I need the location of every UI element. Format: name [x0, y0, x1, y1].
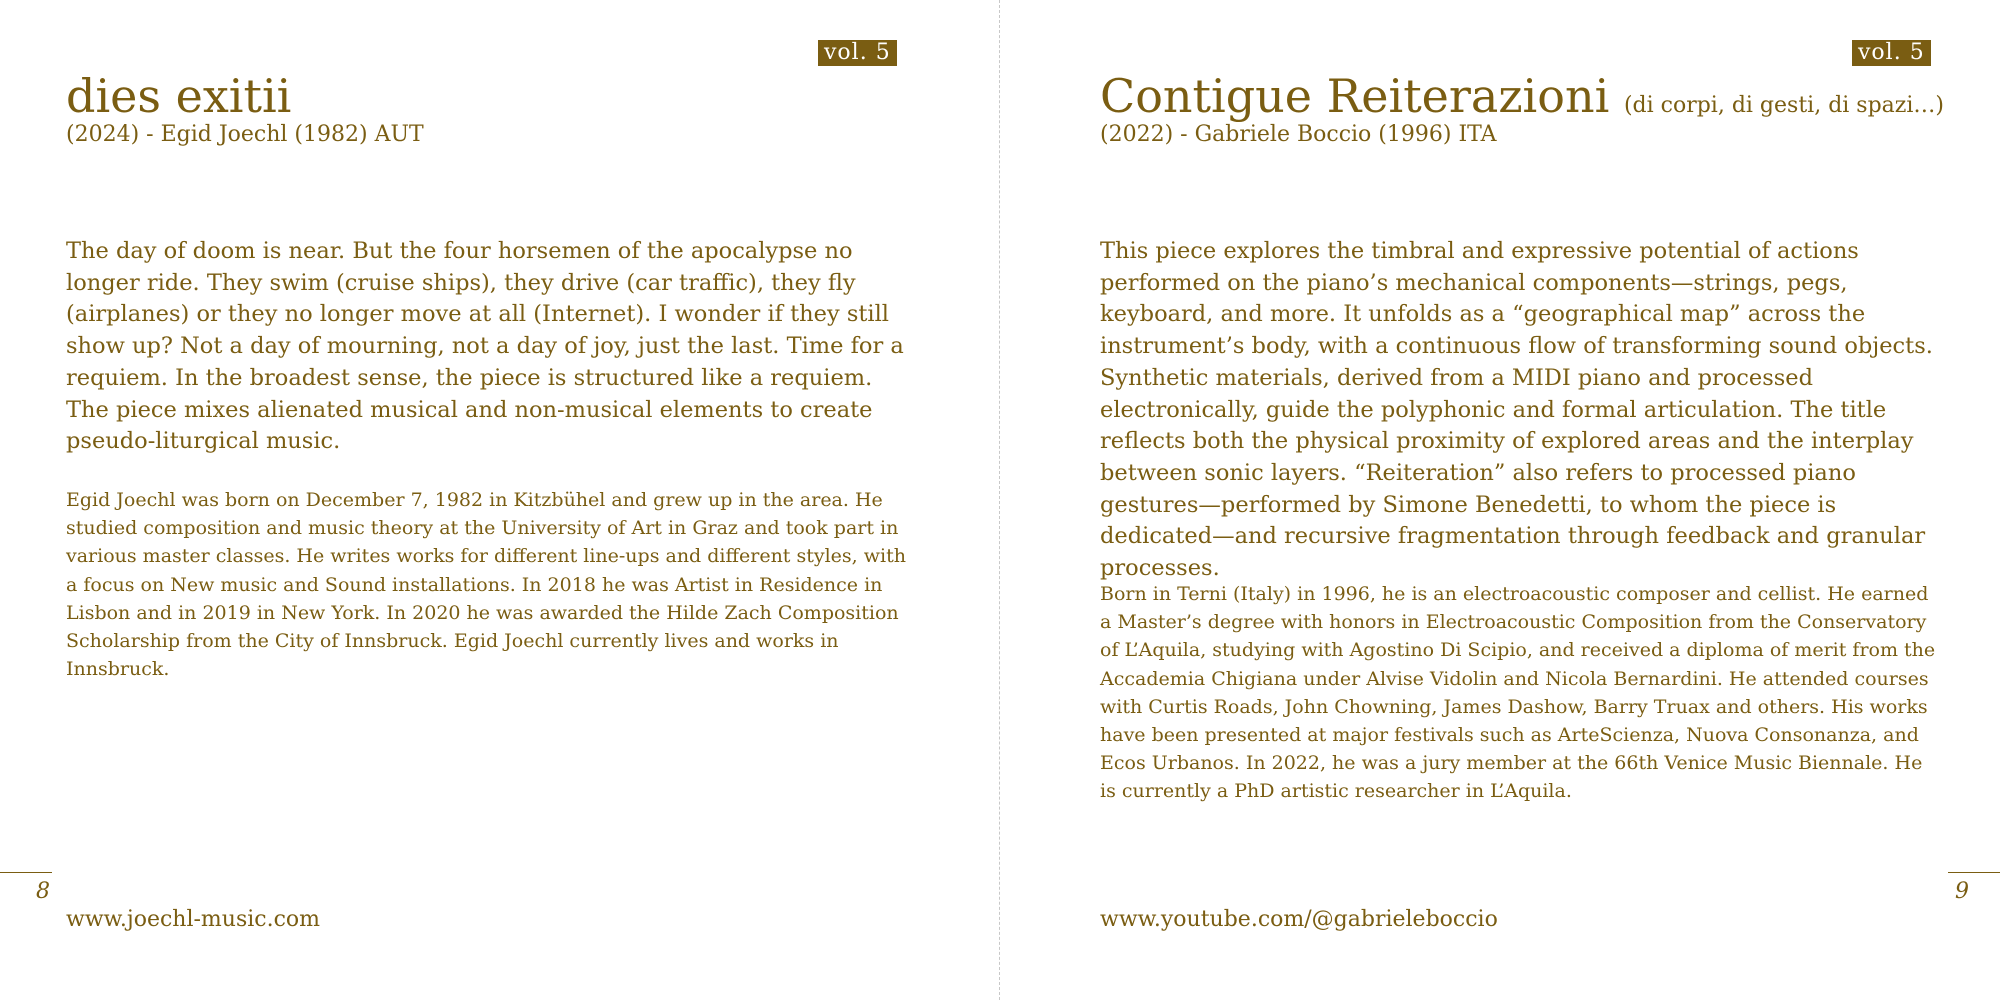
volume-badge: vol. 5 — [1852, 40, 1931, 66]
right-page — [1001, 0, 2000, 1000]
page-divider — [999, 0, 1000, 1000]
volume-badge: vol. 5 — [818, 40, 897, 66]
piece-title-text: dies exitii — [66, 69, 292, 123]
footer-rule — [0, 872, 52, 873]
page-number: 9 — [1955, 879, 1969, 904]
composer-website-link[interactable]: www.joechl-music.com — [66, 907, 321, 932]
composer-youtube-link[interactable]: www.youtube.com/@gabrieleboccio — [1100, 907, 1498, 932]
composer-bio: Born in Terni (Italy) in 1996, he is an electroacoustic composer and cellist. He earned a Master’s degree with honors in Electroacoustic Composition from the Conservatory of L’Aquila, studying with Agostino Di Scipio, and received a diploma of merit from the Accademia Chigiana under Alvise Vidolin and Nicola Bernardini. He attended courses with Curtis Roads, John Chowning, James Dashow, Barry Truax and others. His works have been presented at major festivals such as ArteScienza, Nuova Consonanza, and Ecos Urbanos. In 2022, he was a jury member at the 66th Venice Music Biennale. He is currently a PhD artistic researcher in L’Aquila. — [1100, 583, 1936, 803]
piece-title-text: Contigue Reiterazioni — [1100, 69, 1610, 123]
left-page — [0, 0, 999, 1000]
piece-description: This piece explores the timbral and expressive potential of actions performed on the piano’s mechanical components—strings, pegs, keyboard, and more. It unfolds as a “geographical map” across the instrument’s body, with a continuous flow of transforming sound objects. Synthetic materials, derived from a MIDI piano and processed electronically, guide the polyphonic and formal articulation. The title reflects both the physical proximity of explored areas and the interplay between sonic layers. “Reiteration” also refers to processed piano gestures—performed by Simone Benedetti, to whom the piece is dedicated—and recursive fragmentation through feedback and granular processes. — [1100, 238, 1933, 582]
piece-title — [66, 70, 291, 122]
footer-rule — [1948, 872, 2000, 873]
piece-description: The day of doom is near. But the four horsemen of the apocalypse no longer ride. They swim (cruise ships), they drive (car traffic), they fly (airplanes) or they no longer move at all (Internet). I wonder if they still show up? Not a day of mourning, not a day of joy, just the last. Time for a requiem. In the broadest sense, the piece is structured like a requiem. The piece mixes alienated musical and non-musical elements to create pseudo-liturgical music. — [66, 238, 904, 455]
page-number: 8 — [36, 879, 50, 904]
piece-meta: (2024) - Egid Joechl (1982) AUT — [66, 122, 424, 147]
piece-meta: (2022) - Gabriele Boccio (1996) ITA — [1100, 122, 1497, 147]
composer-bio: Egid Joechl was born on December 7, 1982 in Kitzbühel and grew up in the area. He studied composition and music theory at the University of Art in Graz and took part in various master classes. He writes works for different line-ups and different styles, with a focus on New music and Sound installations. In 2018 he was Artist in Residence in Lisbon and in 2019 in New York. In 2020 he was awarded the Hilde Zach Composition Scholarship from the City of Innsbruck. Egid Joechl currently lives and works in Innsbruck. — [66, 489, 906, 681]
piece-subtitle: (di corpi, di gesti, di spazi…) — [1623, 93, 1945, 118]
